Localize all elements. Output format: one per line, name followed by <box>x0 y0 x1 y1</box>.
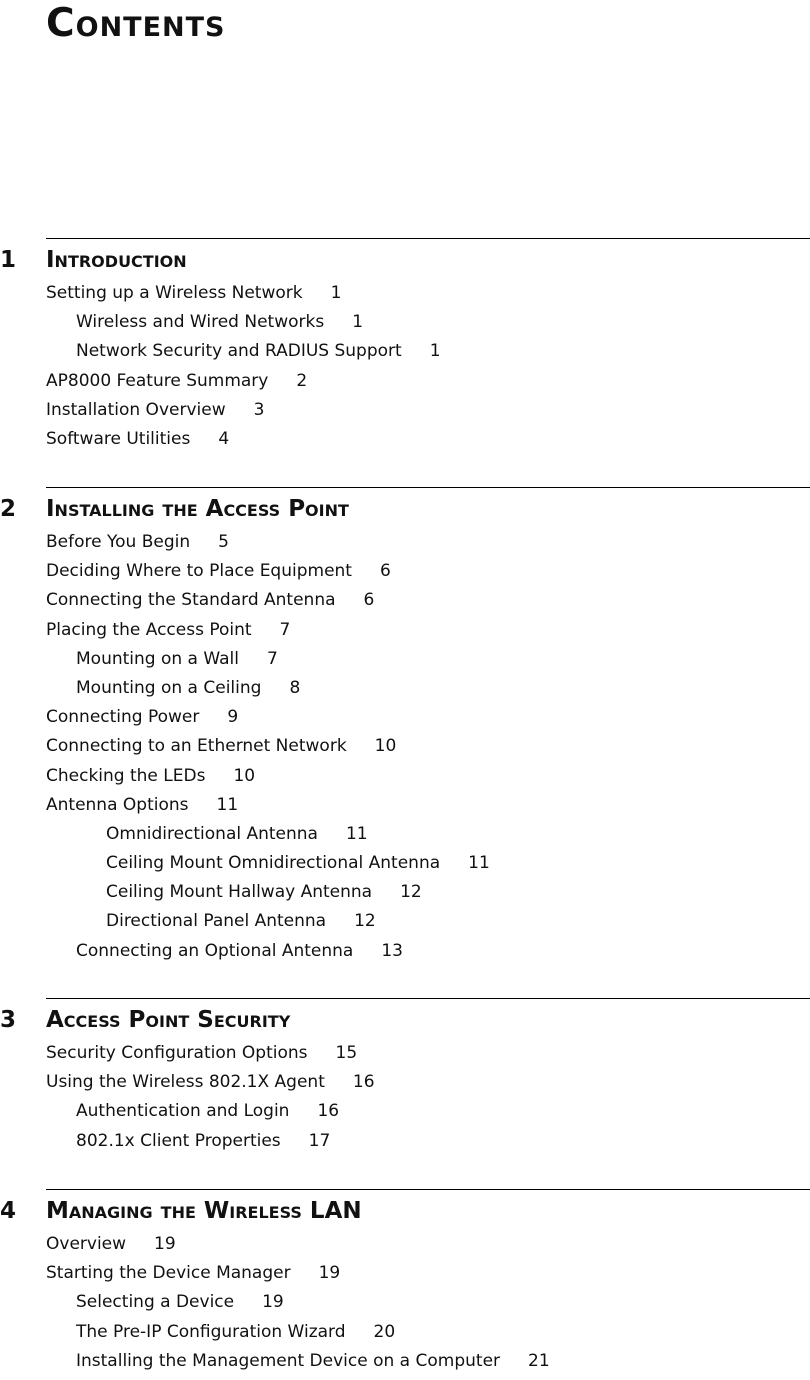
toc-entry-page-number: 9 <box>227 707 239 728</box>
chapter-entries <box>0 532 810 970</box>
toc-entry-page-number: 1 <box>330 283 342 303</box>
toc-entry[interactable] <box>0 1234 810 1263</box>
toc-entry-title: Using the Wireless 802.1X Agent <box>46 1072 325 1093</box>
toc-entry-page-number: 11 <box>345 823 368 844</box>
chapter-divider <box>46 998 810 999</box>
toc-entry-title: AP8000 Feature Summary <box>46 370 269 391</box>
toc-entry-page-number: 12 <box>354 911 376 932</box>
toc-entry[interactable] <box>0 649 810 678</box>
toc-entry[interactable] <box>0 1322 810 1351</box>
chapter-title: Installing the Access Point <box>46 496 349 522</box>
chapter-title: Introduction <box>46 247 187 273</box>
toc-entry-title: The Pre-IP Configuration Wizard <box>76 1321 346 1342</box>
toc-entry[interactable] <box>0 1101 810 1130</box>
toc-entry-page-number: 13 <box>381 940 403 961</box>
toc-entry-title: Connecting Power <box>46 707 200 728</box>
toc-entry-title: Installing the Management Device on a Computer <box>76 1350 501 1371</box>
chapter-divider <box>46 487 810 488</box>
toc-entry[interactable] <box>0 707 810 736</box>
toc-entry-page-number: 8 <box>289 677 301 698</box>
toc-entry[interactable] <box>0 1043 810 1072</box>
toc-entry-title: Directional Panel Antenna <box>106 911 327 932</box>
toc-entry-page-number: 3 <box>253 399 265 420</box>
toc-entry-title: Checking the LEDs <box>46 765 206 786</box>
toc-entry-page-number: 19 <box>318 1263 341 1284</box>
toc-entry-title: Deciding Where to Place Equipment <box>46 561 352 582</box>
toc-entry-title: Starting the Device Manager <box>46 1263 291 1284</box>
toc-entry-title: Ceiling Mount Hallway Antenna <box>106 882 373 903</box>
toc-entry[interactable] <box>0 1263 810 1292</box>
page-title: Contents <box>46 1 226 46</box>
toc-entry-page-number: 20 <box>373 1321 396 1342</box>
toc-entry[interactable] <box>0 678 810 707</box>
toc-entry-page-number: 12 <box>400 882 422 903</box>
toc-entry-title: Connecting the Standard Antenna <box>46 590 336 611</box>
toc-entry-title: Ceiling Mount Omnidirectional Antenna <box>106 853 441 874</box>
chapter-number: 1 <box>0 247 17 273</box>
toc-entry-page-number: 16 <box>352 1072 375 1093</box>
chapter-entries <box>0 283 810 458</box>
toc-entry-title: Mounting on a Ceiling <box>76 677 262 698</box>
toc-entry-title: Software Utilities <box>46 428 191 449</box>
toc-entry[interactable] <box>0 795 810 824</box>
toc-entry-title: Selecting a Device <box>76 1292 235 1313</box>
toc-entry-page-number: 7 <box>279 619 291 640</box>
toc-entry[interactable] <box>0 341 810 370</box>
chapter-entries <box>0 1043 810 1160</box>
toc-entry-page-number: 1 <box>429 341 441 362</box>
toc-entry-title: Connecting an Optional Antenna <box>76 940 354 961</box>
toc-entry[interactable] <box>0 429 810 458</box>
toc-entry[interactable] <box>0 736 810 765</box>
toc-entry[interactable] <box>0 532 810 561</box>
toc-entry-title: Before You Begin <box>46 532 191 552</box>
toc-entry[interactable] <box>0 1131 810 1160</box>
toc-entry-title: Network Security and RADIUS Support <box>76 341 402 362</box>
toc-entry-title: Authentication and Login <box>76 1101 290 1122</box>
toc-entry[interactable] <box>0 824 810 853</box>
toc-entry[interactable] <box>0 882 810 911</box>
toc-entry-title: Setting up a Wireless Network <box>46 283 303 303</box>
toc-entry[interactable] <box>0 283 810 312</box>
toc-entry-title: Wireless and Wired Networks <box>76 312 325 333</box>
toc-entry[interactable] <box>0 766 810 795</box>
chapter-title: Managing the Wireless LAN <box>46 1198 362 1224</box>
toc-entry-page-number: 5 <box>218 532 229 552</box>
toc-entry-page-number: 4 <box>218 428 230 449</box>
chapter-divider <box>46 1189 810 1190</box>
toc-entry-page-number: 2 <box>296 370 308 391</box>
chapter-entries <box>0 1234 810 1380</box>
toc-entry-page-number: 19 <box>262 1292 284 1313</box>
toc-entry-page-number: 19 <box>154 1234 176 1254</box>
toc-entry[interactable] <box>0 371 810 400</box>
toc-entry-page-number: 16 <box>317 1101 340 1122</box>
toc-entry-page-number: 7 <box>266 648 278 669</box>
toc-entry[interactable] <box>0 400 810 429</box>
toc-entry-page-number: 15 <box>335 1043 358 1063</box>
toc-entry[interactable] <box>0 312 810 341</box>
toc-entry-page-number: 10 <box>374 736 397 757</box>
toc-entry[interactable] <box>0 941 810 970</box>
toc-entry-page-number: 1 <box>352 312 364 333</box>
toc-entry[interactable] <box>0 1351 810 1380</box>
toc-entry-page-number: 11 <box>468 853 490 874</box>
toc-entry[interactable] <box>0 620 810 649</box>
toc-entry-title: Installation Overview <box>46 399 226 420</box>
toc-entry-page-number: 11 <box>216 794 239 815</box>
toc-entry-title: Mounting on a Wall <box>76 648 239 669</box>
toc-entry-title: Connecting to an Ethernet Network <box>46 736 347 757</box>
chapter-title: Access Point Security <box>46 1007 291 1033</box>
chapter-number: 4 <box>0 1198 17 1224</box>
toc-entry-title: Overview <box>46 1234 127 1254</box>
toc-entry-page-number: 21 <box>528 1350 550 1371</box>
toc-entry-title: Security Configuration Options <box>46 1043 308 1063</box>
toc-entry-title: Omnidirectional Antenna <box>106 823 318 844</box>
chapter-divider <box>46 238 810 239</box>
toc-entry[interactable] <box>0 853 810 882</box>
toc-entry-page-number: 6 <box>379 561 391 582</box>
toc-entry[interactable] <box>0 590 810 619</box>
chapter-number: 2 <box>0 496 17 522</box>
toc-entry-title: 802.1x Client Properties <box>76 1130 281 1151</box>
toc-entry-title: Placing the Access Point <box>46 619 252 640</box>
toc-entry-page-number: 10 <box>233 765 256 786</box>
toc-entry[interactable] <box>0 911 810 940</box>
toc-entry-title: Antenna Options <box>46 794 189 815</box>
toc-entry-page-number: 6 <box>363 590 375 611</box>
chapter-number: 3 <box>0 1007 17 1033</box>
toc-entry-page-number: 17 <box>308 1130 331 1151</box>
toc-entry[interactable] <box>0 561 810 590</box>
toc-entry[interactable] <box>0 1292 810 1321</box>
toc-entry[interactable] <box>0 1072 810 1101</box>
